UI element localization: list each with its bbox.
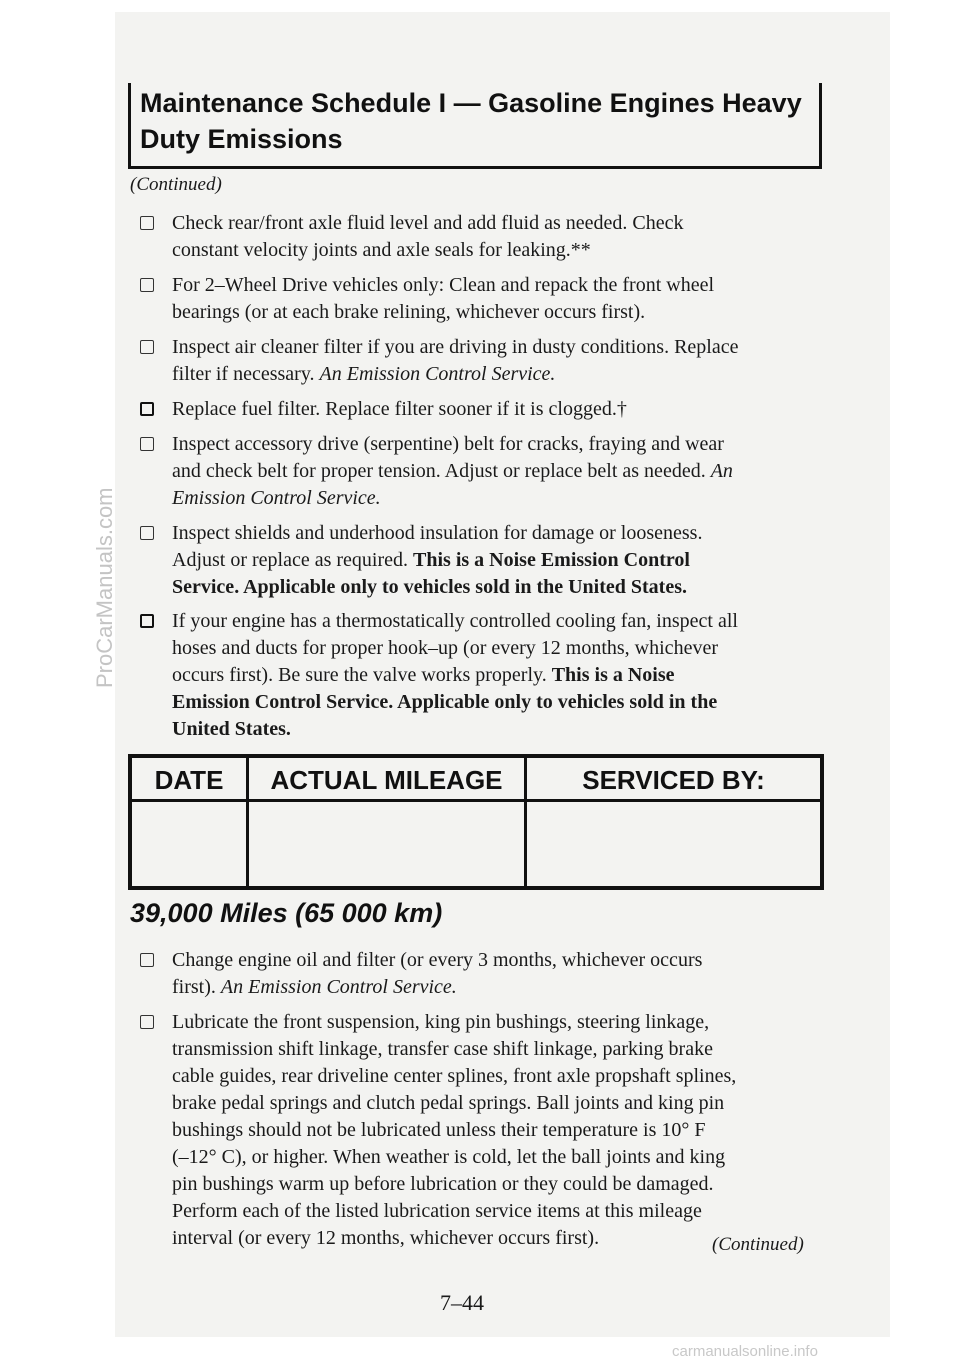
checkbox-icon[interactable] <box>140 437 154 451</box>
continued-label-bottom: (Continued) <box>712 1234 804 1255</box>
date-entry-cell[interactable] <box>132 802 249 886</box>
checkbox-icon[interactable] <box>140 402 154 416</box>
side-watermark: ProCarManuals.com <box>92 487 117 688</box>
checkbox-icon[interactable] <box>140 953 154 967</box>
continued-label-top: (Continued) <box>130 174 222 195</box>
checkbox-icon[interactable] <box>140 1015 154 1029</box>
mileage-entry-cell[interactable] <box>249 802 527 886</box>
page-number: 7–44 <box>440 1290 484 1315</box>
serviced-by-column-header: SERVICED BY: <box>527 758 820 802</box>
checkbox-icon[interactable] <box>140 340 154 354</box>
page-title: Maintenance Schedule I — Gasoline Engines Heavy Duty Emissions <box>140 88 802 154</box>
service-log-table <box>128 754 824 890</box>
checkbox-icon[interactable] <box>140 216 154 230</box>
checkbox-icon[interactable] <box>140 614 154 628</box>
mileage-column-header: ACTUAL MILEAGE <box>249 758 527 802</box>
checkbox-icon[interactable] <box>140 526 154 540</box>
date-column-header: DATE <box>132 758 249 802</box>
checkbox-icon[interactable] <box>140 278 154 292</box>
bottom-watermark: carmanualsonline.info <box>672 1343 818 1360</box>
mileage-heading: 39,000 Miles (65 000 km) <box>130 898 443 928</box>
serviced-by-entry-cell[interactable] <box>527 802 820 886</box>
